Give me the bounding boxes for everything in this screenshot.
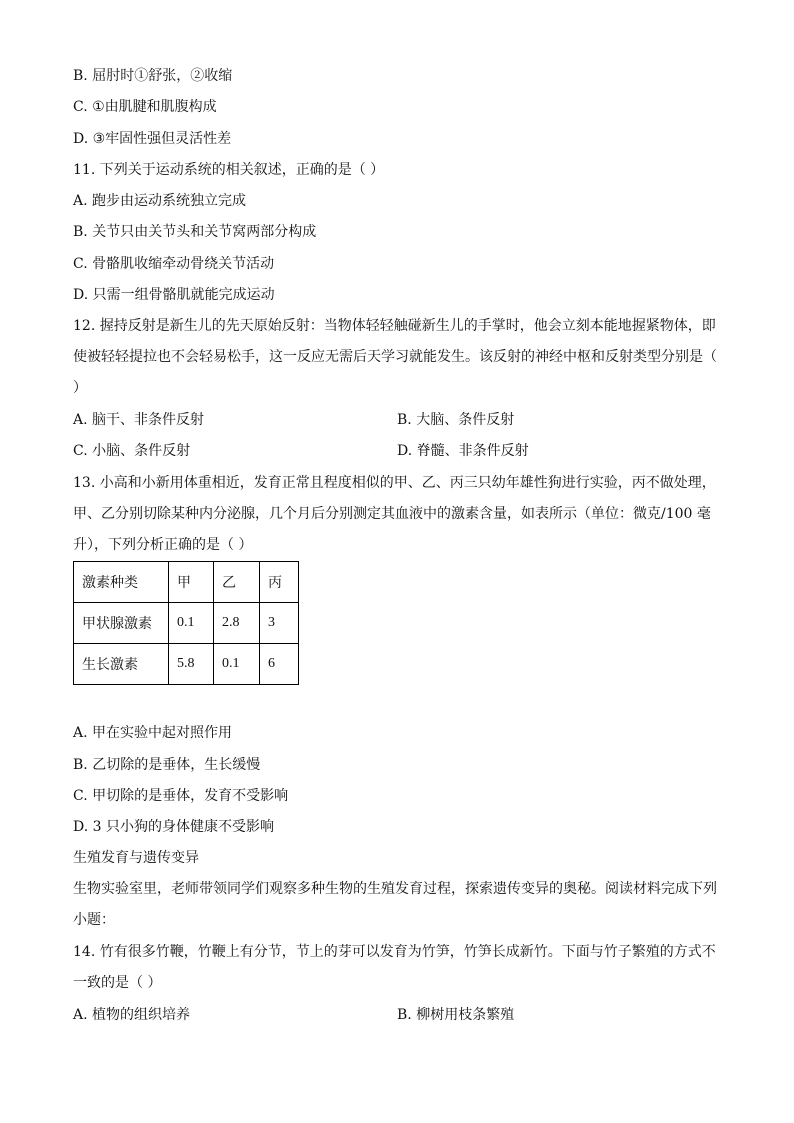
section-intro: 生物实验室里，老师带领同学们观察多种生物的生殖发育过程，探索遗传变异的奥秘。阅读材料完成下列小题： [73,881,717,928]
q12-option-a: A. 脑干、非条件反射 [73,412,205,428]
q13-option-c: C. 甲切除的是垂体，发育不受影响 [73,788,289,804]
q10-option-c: C. ①由肌腱和肌腹构成 [73,99,217,115]
table-cell: 2.8 [214,603,260,644]
q11-option-b: B. 关节只由关节头和关节窝两部分构成 [73,224,317,240]
q12-option-c: C. 小脑、条件反射 [73,443,191,459]
table-cell: 生长激素 [74,644,169,685]
table-row [74,644,299,685]
table-cell: 甲状腺激素 [74,603,169,644]
table-cell: 0.1 [214,644,260,685]
table-cell: 6 [260,644,299,685]
table-header-row [74,562,299,603]
q13-option-a: A. 甲在实验中起对照作用 [73,725,233,741]
q13-option-b: B. 乙切除的是垂体，生长缓慢 [73,757,261,773]
q13-stem: 13. 小高和小新用体重相近，发育正常且程度相似的甲、乙、丙三只幼年雄性狗进行实验，丙不做处理，甲、乙分别切除某种内分泌腺，几个月后分别测定其血液中的激素含量，如表所示（单位：微克/100 毫升），下列分析正确的是（ ） [73,475,716,553]
q14-stem: 14. 竹有很多竹鞭，竹鞭上有分节，节上的芽可以发育为竹笋，竹笋长成新竹。下面与竹子繁殖的方式不一致的是（ ） [73,944,716,991]
q14-option-a: A. 植物的组织培养 [73,1007,191,1023]
table-cell: 5.8 [169,644,214,685]
q14-option-b: B. 柳树用枝条繁殖 [397,1007,515,1023]
table-header-cell: 乙 [214,562,260,603]
table-row [74,603,299,644]
table-header-cell: 丙 [260,562,299,603]
table-header-cell: 激素种类 [74,562,169,603]
table-cell: 3 [260,603,299,644]
q12-stem: 12. 握持反射是新生儿的先天原始反射：当物体轻轻触碰新生儿的手掌时，他会立刻本能地握紧物体，即使被轻轻提拉也不会轻易松手，这一反应无需后天学习就能发生。该反射的神经中枢和反射类型分别是（ ） [73,318,717,396]
q11-option-d: D. 只需一组骨骼肌就能完成运动 [73,287,275,303]
q13-option-d: D. 3 只小狗的身体健康不受影响 [73,819,274,835]
q12-option-d: D. 脊髓、非条件反射 [397,443,529,459]
q11-option-c: C. 骨骼肌收缩牵动骨绕关节活动 [73,256,275,272]
q10-option-b: B. 屈肘时①舒张，②收缩 [73,68,233,84]
q12-option-b: B. 大脑、条件反射 [397,412,515,428]
table-cell: 0.1 [169,603,214,644]
section-title: 生殖发育与遗传变异 [73,850,199,866]
hormone-table [73,561,299,685]
table-header-cell: 甲 [169,562,214,603]
q11-option-a: A. 跑步由运动系统独立完成 [73,193,247,209]
q10-option-d: D. ③牢固性强但灵活性差 [73,131,232,147]
q11-stem: 11. 下列关于运动系统的相关叙述，正确的是（ ） [73,162,385,178]
